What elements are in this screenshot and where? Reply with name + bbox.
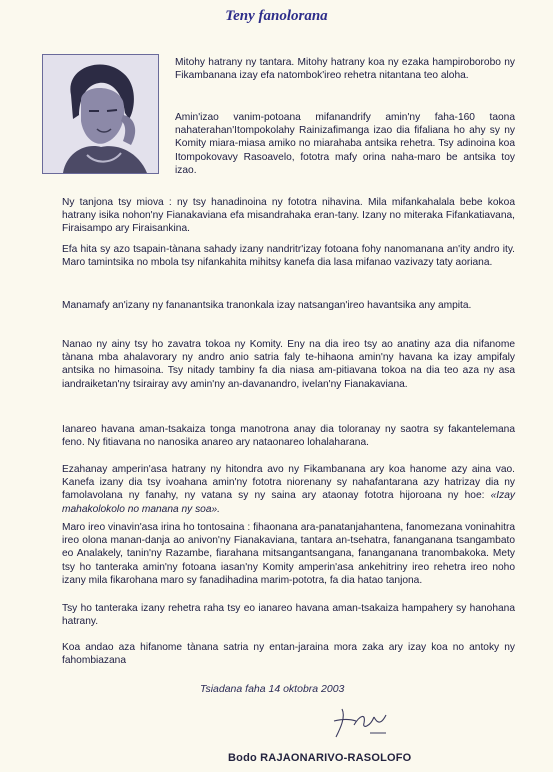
paragraph-5: Manamafy an'izany ny fananantsika tranonkala izay natsangan'ireo havantsika any ampita. <box>62 300 472 311</box>
paragraph-8 <box>62 463 515 516</box>
portrait-photo-icon <box>43 55 158 173</box>
letter-title: Teny fanolorana <box>225 8 328 24</box>
signer-name: Bodo RAJAONARIVO-RASOLOFO <box>228 752 412 764</box>
paragraph-7: Ianareo havana aman-tsakaiza tonga manotrona anay dia toloranay ny saotra sy fakantelemana feno. Ny fitiavana no nanosika anareo ary nataonareo lohalaharana. <box>62 424 515 449</box>
paragraph-10: Tsy ho tanteraka izany rehetra raha tsy eo ianareo havana aman-tsakaiza hampahery sy hanohana hatrany. <box>62 603 515 628</box>
paragraph-1: Mitohy hatrany ny tantara. Mitohy hatrany koa ny ezaka hampiroborobo ny Fikambanana izay efa natombok'ireo rehetra nitantana teo aloha. <box>175 57 515 82</box>
paragraph-3: Ny tanjona tsy miova : ny tsy hanadinoina ny fototra nihavina. Mila mifankahalala bebe kokoa hatrany isika nohon'ny Fianakaviana efa misandrahaka eran-tany. Izany no miteraka Fifankatiavana, Firaisampo ary Firaisankina. <box>62 197 515 235</box>
letter-date: Tsiadana faha 14 oktobra 2003 <box>200 683 345 695</box>
paragraph-11: Koa andao aza hifanome tànana satria ny entan-jaraina mora zaka ary izay koa no antoky ny fahombiazana <box>62 642 515 667</box>
handwritten-signature-icon <box>330 703 400 743</box>
paragraph-8-text: Ezahanay amperin'asa hatrany ny hitondra avo ny Fikambanana ary koa hanome azy aina vao. Kanefa izany dia tsy ivoahana amin'ny fototra niorenany sy nahafantarana azy hatrizay dia ny famolavolana ny fanahy, ny vatana sy ny saina ary ataonay fototra hijoroana ny hoe: <box>62 464 515 502</box>
portrait-photo <box>42 54 159 174</box>
paragraph-2: Amin'izao vanim-potoana mifanandrify amin'ny faha-160 taona nahaterahan'Itompokolahy Rainizafimanga izao dia fifaliana ho ahy sy ny Komity miara-miasa amiko no miarahaba antsika rehetra. Tsy adinoina koa Itompokovavy Rasoavelo, fototra mafy orina naha-maro be antsika toy izao. <box>175 112 515 176</box>
paragraph-4: Efa hita sy azo tsapain-tànana sahady izany nandritr'izay fotoana fohy nanomanana an'ity andro ity. Maro tamintsika no mbola tsy nifankahita mihitsy kanefa dia lasa mifanao vazivazy taty aoriana. <box>62 244 515 269</box>
motto-quote: «Izay mahakolokolo no manana ny soa». <box>62 490 515 515</box>
paragraph-6: Nanao ny ainy tsy ho zavatra tokoa ny Komity. Eny na dia ireo tsy ao anatiny aza dia nifanome tànana mba ahalavorary ny andro anio satria faly te-hihaona amin'ny havana ka izay ampifaly antsika no himasoina. Tsy nitady tambiny fa dia niasa am-pitiavana tokoa na dia teo aza ny asa iandraiketan'ny tsirairay avy amin'ny an-davanandro, ivelan'ny Fianakaviana. <box>62 339 515 390</box>
paragraph-9: Maro ireo vinavin'asa irina ho tontosaina : fihaonana ara-panatanjahantena, fanomezana voninahitra ireo olona manan-danja ao anivon'ny Fianakaviana, tantara an-tsehatra, fananganana tsangambato eo Analakely, tanin'ny Razambe, fiarahana mitsangantsangana, fananganana tranombakoka. Mety tsy ho tanteraka amin'ny fotoana iasan'ny Komity amperin'asa ankehitriny ireo rehetra ireo noho izany mila fikarohana maro sy fanadihadina marim-pototra, fa dia hatao tanjona. <box>62 522 515 586</box>
